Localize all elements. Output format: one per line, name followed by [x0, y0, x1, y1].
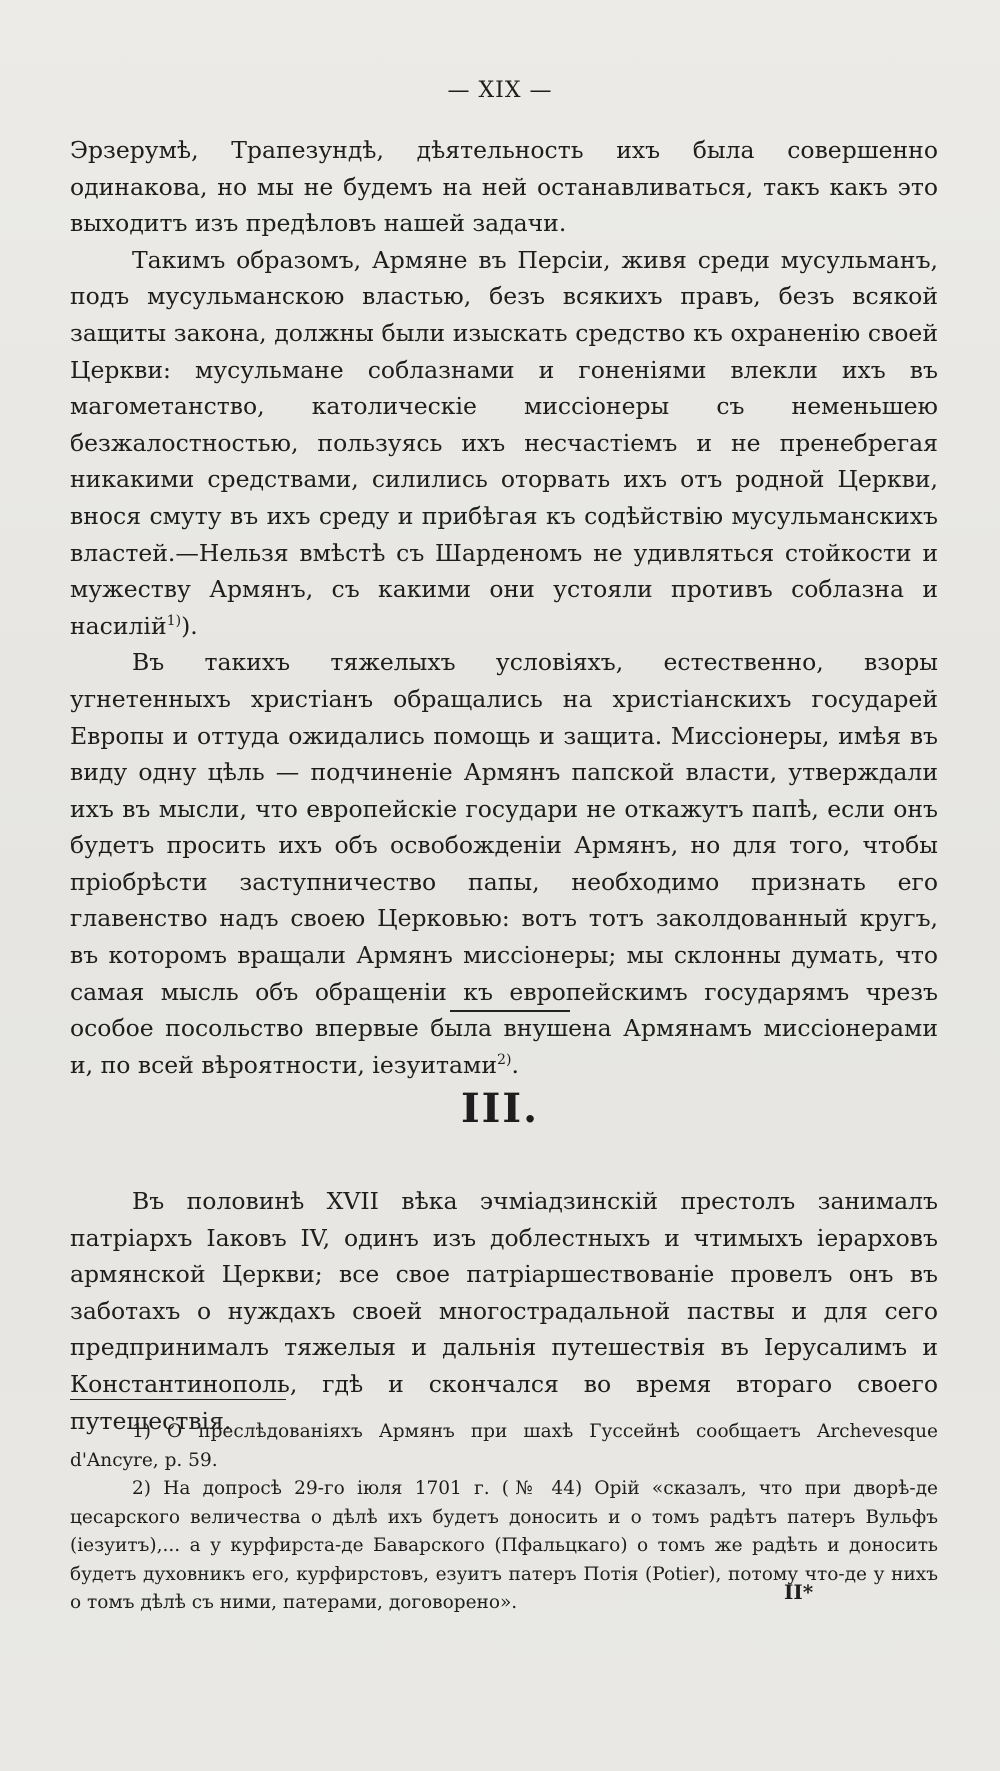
- footnote: 2) На допросѣ 29-го іюля 1701 г. (№ 44) Орій «сказалъ, что при дворѣ-де цесарского величества о дѣлѣ ихъ будетъ доносить и о томъ радѣтъ патеръ Вульфъ (іезуитъ),... а у курфирста-де Баварского (Пфальцкаго) о томъ же радѣть и доносить будетъ духовникъ его, курфирстовъ, езуитъ патеръ Потія (Potier), потому что-де у нихъ о томъ дѣлѣ съ ними, патерами, договорено».: [70, 1478, 938, 1613]
- footnote: 1) О преслѣдованіяхъ Армянъ при шахѣ Гуссейнѣ сообщаетъ Archevesque d'Ancyre, p. 59.: [70, 1421, 938, 1471]
- paragraph: [70, 132, 938, 242]
- paragraph: [70, 242, 938, 645]
- paragraph: Въ половинѣ XVII вѣка эчміадзинскій престолъ занималъ патріархъ Іаковъ IV, одинъ изъ доблестныхъ и чтимыхъ іерарховъ армянской Церкви; все свое патріаршествованіе провелъ онъ въ заботахъ о нуждахъ своей многострадальной паствы и для сего предпринималъ тяжелыя и дальнія путешествія въ Іерусалимъ и Константинополь, гдѣ и скончался во время втораго своего путешествія.: [70, 1187, 938, 1435]
- footnote-ref: 1): [166, 612, 182, 629]
- footnote-rule: [70, 1399, 286, 1400]
- section-separator: [450, 1010, 570, 1012]
- paragraph: [70, 644, 938, 1083]
- signature-mark: II*: [784, 1580, 814, 1604]
- section-heading: III.: [460, 1085, 540, 1132]
- paragraph-text: Такимъ образомъ, Армяне въ Персіи, живя среди мусульманъ, подъ мусульманскою властью, безъ всякихъ правъ, безъ всякой защиты закона, должны были изыскать средство къ охраненію своей Церкви: мусульмане соблазнами и гоненіями влекли ихъ въ магометанство, католическіе миссіонеры съ неменьшею безжалостностью, пользуясь ихъ несчастіемъ и не пренебрегая никакими средствами, силились оторвать ихъ отъ родной Церкви, внося смуту въ ихъ среду и прибѣгая къ содѣйствію мусульманскихъ властей.—Нельзя вмѣстѣ съ Шарденомъ не удивляться стойкости и мужеству Армянъ, съ какими они устояли противъ соблазна и насилій: [70, 245, 938, 640]
- paragraph-ending: ).: [181, 611, 198, 640]
- paragraph-text: Эрзерумѣ, Трапезундѣ, дѣятельность ихъ была совершенно одинакова, но мы не будемъ на ней останавливаться, такъ какъ это выходитъ изъ предѣловъ нашей задачи.: [70, 136, 938, 238]
- page-number: — XIX —: [447, 78, 553, 103]
- footnote-ref: 2): [497, 1052, 512, 1069]
- body-text: [70, 132, 938, 1083]
- section-text: [70, 1183, 938, 1439]
- paragraph-text: Въ такихъ тяжелыхъ условіяхъ, естественно, взоры угнетенныхъ христіанъ обращались на христіанскихъ государей Европы и оттуда ожидались помощь и защита. Миссіонеры, имѣя въ виду одну цѣль — подчиненіе Армянъ папской власти, утверждали ихъ въ мысли, что европейскіе государи не откажутъ папѣ, если онъ будетъ просить ихъ объ освобожденіи Армянъ, но для того, чтобы пріобрѣсти заступничество папы, необходимо признать его главенство надъ своею Церковью: вотъ тотъ заколдованный кругъ, въ которомъ вращали Армянъ миссіонеры; мы склонны думать, что самая мысль объ обращеніи къ европейскимъ государямъ чрезъ особое посольство впервые была внушена Армянамъ миссіонерами и, по всей вѣроятности, іезуитами: [70, 648, 938, 1079]
- paragraph-ending: .: [511, 1050, 519, 1079]
